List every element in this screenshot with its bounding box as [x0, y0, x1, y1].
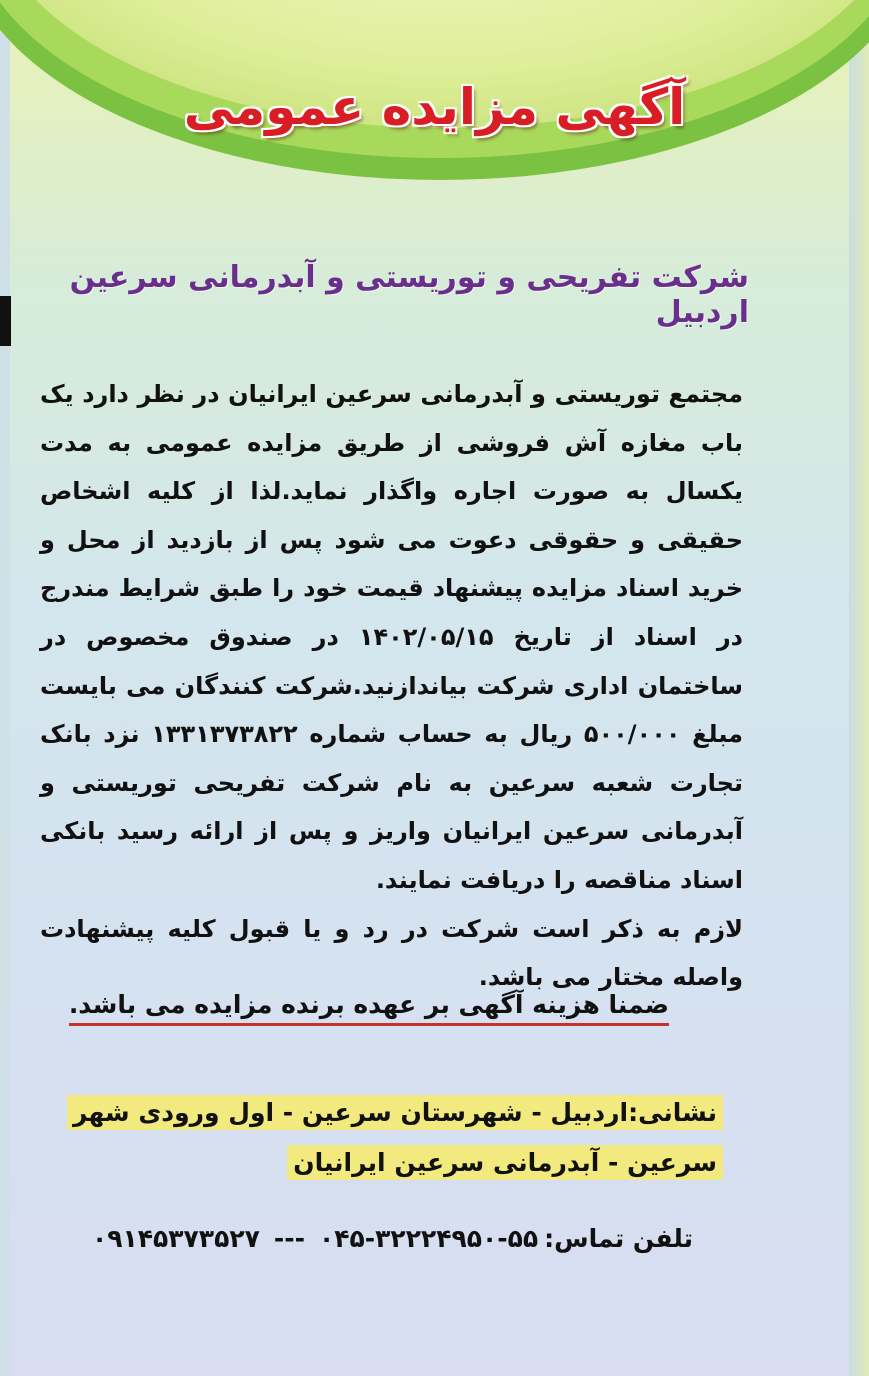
body-paragraph-main: مجتمع توریستی و آبدرمانی سرعین ایرانیان در نظر دارد یک باب مغازه آش فروشی از طریق مزایده عمومی به مدت یکسال به صورت اجاره واگذار نماید.لذا از کلیه اشخاص حقیقی و حقوقی دعوت می شود پس از بازدید از محل و خرید اسناد مزایده پیشنهاد قیمت خود را طبق شرایط مندرج در اسناد از تاریخ ۱۴۰۲/۰۵/۱۵ در صندوق مخصوص در ساختمان اداری شرکت بیاندازنید.شرکت کنندگان می بایست مبلغ ۵۰۰/۰۰۰ ریال به حساب شماره ۱۳۳۱۳۷۳۸۲۲ نزد بانک تجارت شعبه سرعین به نام شرکت تفریحی توریستی و آبدرمانی سرعین ایرانیان واریز و پس از ارائه رسید بانکی اسناد مناقصه را دریافت نمایند.	[40, 380, 744, 894]
contact-line	[40, 1224, 693, 1253]
phone-number-mobile: ۰۹۱۴۵۳۷۳۵۲۷	[92, 1224, 260, 1253]
address-text: نشانی:اردبیل - شهرستان سرعین - اول ورودی شهر سرعین - آبدرمانی سرعین ایرانیان	[67, 1095, 723, 1180]
left-edge	[0, 0, 10, 1376]
announcement-body	[40, 370, 743, 1002]
phone-number-landline: ۵۵-۳۲۲۲۴۹۵۰-۰۴۵	[319, 1224, 539, 1253]
cost-note-text: ضمنا هزینه آگهی بر عهده برنده مزایده می باشد.	[69, 990, 669, 1026]
contact-label: تلفن تماس:	[544, 1224, 693, 1253]
binding-mark	[0, 296, 11, 346]
company-name: شرکت تفریحی و توریستی و آبدرمانی سرعین اردبیل	[69, 260, 749, 330]
cost-note	[40, 990, 669, 1019]
address-block	[40, 1088, 723, 1188]
right-edge	[849, 0, 869, 1376]
body-paragraph-disclaimer: لازم به ذکر است شرکت در رد و یا قبول کلیه پیشنهادت واصله مختار می باشد.	[40, 914, 743, 992]
page-title: آگهی مزایده عمومی	[183, 78, 686, 136]
phone-separator: ---	[273, 1224, 305, 1253]
